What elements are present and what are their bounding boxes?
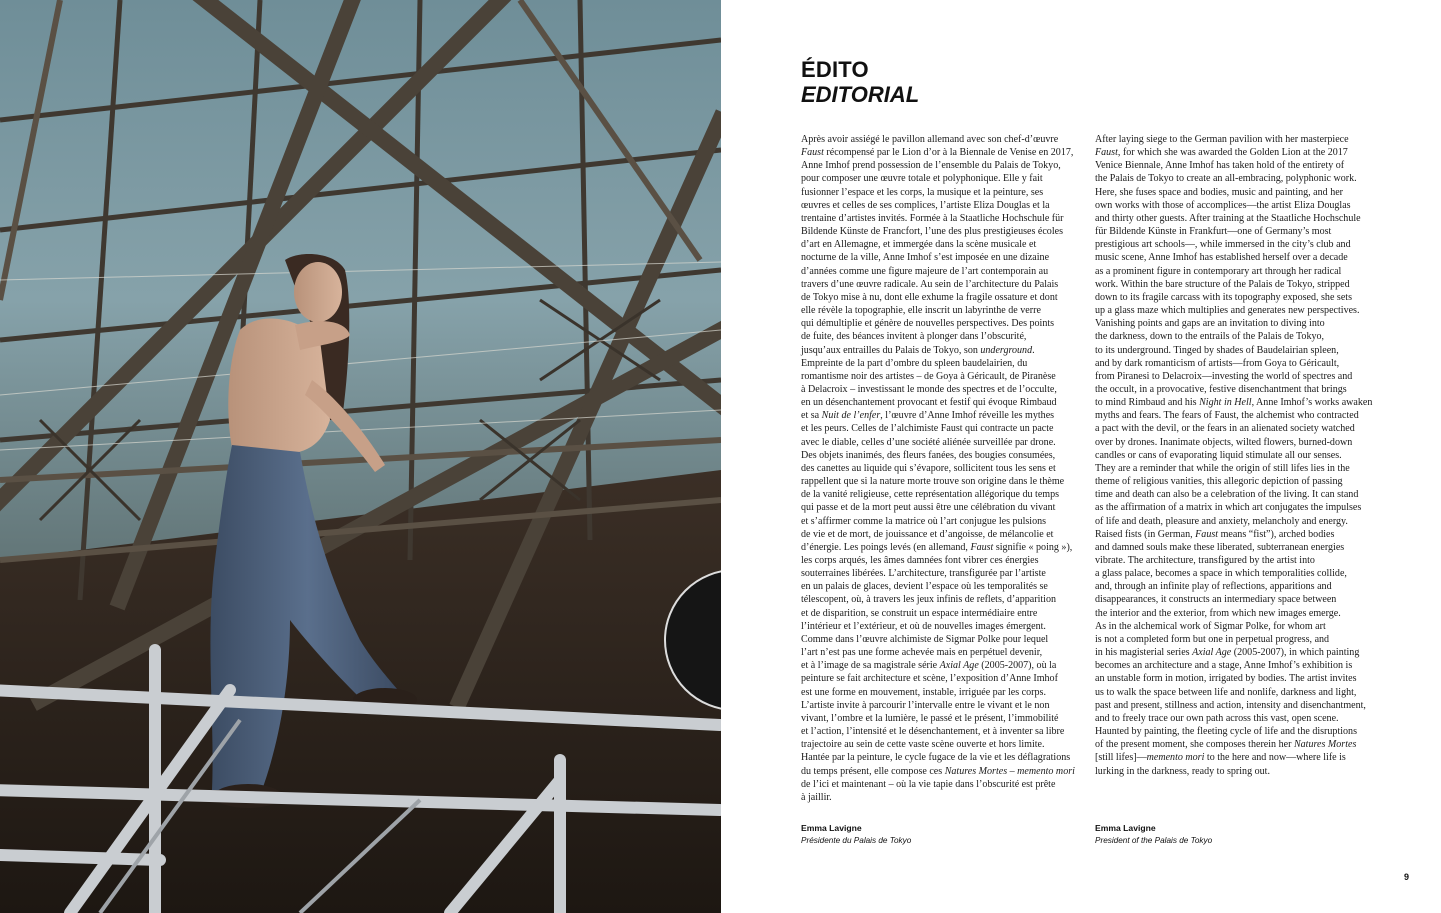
text-line: travers d’une œuvre radicale. Au sein de l’architecture du Palais <box>801 278 1059 290</box>
text-line: avec le diable, celles d’une société aliénée surveillée par drone. <box>801 436 1056 448</box>
text-line: and, through an infinite play of reflections, apparitions and <box>1095 581 1332 593</box>
text-line: to its underground. Tinged by shades of Baudelairian spleen, <box>1095 344 1339 356</box>
text-line: Venice Biennale, Anne Imhof has taken hold of the entirety of <box>1095 160 1345 172</box>
text-line: As in the alchemical work of Sigmar Polke, for whom art <box>1095 620 1326 632</box>
text-line: as a prominent figure in contemporary art through her radical <box>1095 265 1342 277</box>
text-line: de vie et de mort, de jouissance et d’angoisse, de mélancolie et <box>801 528 1054 540</box>
text-line: the Palais de Tokyo to create an all-embracing, polyphonic work. <box>1095 173 1357 185</box>
text-line: l’intérieur et l’extérieur, et où de nouvelles images émergent. <box>801 620 1046 632</box>
text-line: of life and death, pleasure and anxiety, melancholy and energy. <box>1095 515 1348 527</box>
text-line: en un palais de glaces, devient l’espace où les temporalités se <box>801 581 1048 593</box>
text-line: Faust, for which she was awarded the Golden Lion at the 2017 <box>1095 147 1348 159</box>
text-line: disappearances, it constructs an intermediary space between <box>1095 594 1337 606</box>
text-line: the occult, in a provocative, festive disenchantment that brings <box>1095 383 1347 395</box>
text-line: down to its fragile carcass with its topography exposed, she sets <box>1095 291 1352 303</box>
text-line: becomes an architecture and a stage, Anne Imhof’s exhibition is <box>1095 660 1353 672</box>
text-line: romantisme noir des artistes – de Goya à Géricault, de Piranèse <box>801 370 1056 382</box>
text-line: nocturne de la ville, Anne Imhof s’est imposée en une dizaine <box>801 252 1050 264</box>
text-line: les corps arqués, les âmes damnées font vibrer ces énergies <box>801 555 1039 566</box>
signature-french <box>801 822 911 848</box>
text-line: Bildende Künste de Francfort, l’une des plus prestigieuses écoles <box>801 226 1063 238</box>
text-line: and thirty other guests. After training at the Staatliche Hochschule <box>1095 212 1361 224</box>
text-line: rappellent que si la nature morte trouve son origine dans le thème <box>801 476 1065 488</box>
text-line: prestigious art schools—, while immersed in the city’s club and <box>1095 239 1351 251</box>
text-line: souterraines libérées. L’architecture, transfigurée par l’artiste <box>801 568 1046 580</box>
title-french: ÉDITO <box>801 57 869 82</box>
text-line: After laying siege to the German pavilion with her masterpiece <box>1095 134 1349 145</box>
text-line: Anne Imhof prend possession de l’ensemble du Palais de Tokyo, <box>801 160 1061 172</box>
text-line: de la vanité religieuse, cette représentation allégorique du temps <box>801 489 1060 501</box>
text-line: du temps présent, elle compose ces Natures Mortes – memento mori <box>801 765 1075 777</box>
english-text-column <box>1095 133 1385 778</box>
text-line: à Delacroix – investissant le monde des spectres et de l’occulte, <box>801 383 1057 395</box>
text-line: in his magisterial series Axial Age (2005-2007), in which painting <box>1095 647 1360 659</box>
text-line: et de disparition, se construit un espace intermédiaire entre <box>801 607 1038 619</box>
text-line: de Tokyo mise à nu, dont elle exhume la fragile ossature et dont <box>801 291 1058 303</box>
text-line: et l’action, l’intensité et le désenchantement, et à inventer sa libre <box>801 726 1065 738</box>
text-line: is not a completed form but one in perpetual progress, and <box>1095 633 1330 645</box>
text-line: L’artiste invite à parcourir l’intervalle entre le vivant et le non <box>801 699 1050 711</box>
text-line: the darkness, down to the entrails of the Palais de Tokyo, <box>1095 331 1325 343</box>
text-line: over by drones. Inanimate objects, wilted flowers, burned-down <box>1095 436 1353 448</box>
text-line: candles or cans of evaporating liquid stimulate all our senses. <box>1095 449 1342 461</box>
text-line: et à l’image de sa magistrale série Axial Age (2005-2007), où la <box>801 660 1057 672</box>
text-line: et sa Nuit de l’enfer, l’œuvre d’Anne Imhof réveille les mythes <box>801 410 1055 422</box>
text-line: de fuite, des béances invitent à plonger dans l’obscurité, <box>801 331 1027 343</box>
text-line: past and present, stillness and action, intensity and disenchantment, <box>1095 699 1366 711</box>
text-line: peinture se fait architecture et scène, l’exposition d’Anne Imhof <box>801 673 1058 685</box>
text-line: qui démultiplie et génère de nouvelles perspectives. Des points <box>801 318 1055 330</box>
text-line: and to freely trace our own path across this vast, open scene. <box>1095 712 1339 724</box>
editorial-page <box>721 0 1441 913</box>
text-line: to mind Rimbaud and his Night in Hell, Anne Imhof’s works awaken <box>1095 397 1373 409</box>
text-line: l’art n’est pas une forme achevée mais en perpétuel devenir, <box>801 647 1043 659</box>
text-line: and damned souls make these liberated, subterranean energies <box>1095 541 1345 553</box>
text-line: and by dark romanticism of artists—from Goya to Géricault, <box>1095 357 1340 369</box>
title-block <box>801 57 919 107</box>
signature-role: Présidente du Palais de Tokyo <box>801 836 912 845</box>
title-english: EDITORIAL <box>801 82 920 107</box>
text-line: de l’ici et maintenant – où la vie tapie dans l’obscurité est prête <box>801 778 1056 790</box>
text-line: et les peurs. Celles de l’alchimiste Faust qui contracte un pacte <box>801 423 1054 435</box>
page-number: 9 <box>1404 872 1410 882</box>
text-line: Empreinte de la part d’ombre du spleen baudelairien, du <box>801 357 1028 369</box>
text-line: Après avoir assiégé le pavillon allemand avec son chef-d’œuvre <box>801 134 1059 145</box>
text-line: en un désenchantement provocant et festif qui évoque Rimbaud <box>801 397 1057 409</box>
text-line: the interior and the exterior, from which new images emerge. <box>1095 607 1341 619</box>
text-line: Des objets inanimés, des fleurs fanées, des bougies consumées, <box>801 449 1056 461</box>
text-line: Vanishing points and gaps are an invitation to diving into <box>1095 318 1325 330</box>
text-line: theme of religious vanities, this allegoric depiction of passing <box>1095 476 1343 488</box>
text-line: from Piranesi to Delacroix—investing the world of spectres and <box>1095 370 1353 382</box>
text-line: d’énergie. Les poings levés (en allemand, Faust signifie « poing »), <box>801 541 1073 553</box>
signature-english <box>1095 822 1212 848</box>
text-line: pour composer une œuvre totale et polyphonique. Elle y fait <box>801 173 1043 185</box>
text-line: Raised fists (in German, Faust means “fist”), arched bodies <box>1095 528 1335 540</box>
signature-name: Emma Lavigne <box>1095 823 1156 833</box>
text-line: des canettes au liquide qui s’évapore, sollicitent tous les sens et <box>801 462 1056 474</box>
text-line: own works with those of accomplices—the artist Eliza Douglas <box>1095 199 1351 211</box>
text-line: für Bildende Künste in Frankfurt—one of Germany’s most <box>1095 226 1332 238</box>
text-line: a pact with the devil, or the fears in an alienated society watched <box>1095 423 1355 435</box>
text-line: trentaine d’artistes invités. Formée à la Staatliche Hochschule für <box>801 212 1064 224</box>
text-line: Haunted by painting, the fleeting cycle of life and the disruptions <box>1095 726 1357 738</box>
text-line: up a glass maze which multiplies and generates new perspectives. <box>1095 305 1360 317</box>
signature-name: Emma Lavigne <box>801 823 862 833</box>
text-line: est une forme en mouvement, instable, irriguée par les corps. <box>801 686 1046 698</box>
text-line: myths and fears. The fears of Faust, the alchemist who contracted <box>1095 410 1359 422</box>
text-line: d’art en Allemagne, et immergée dans la scène musicale et <box>801 239 1037 251</box>
text-line: télescopent, où, à travers les jeux infinis de reflets, d’apparition <box>801 594 1056 606</box>
text-line: of the present moment, she composes therein her Natures Mortes <box>1095 739 1357 751</box>
text-line: They are a reminder that while the origin of still lifes lies in the <box>1095 462 1350 474</box>
text-line: à jaillir. <box>801 791 832 803</box>
text-line: qui passe et de la mort peut aussi être une célébration du vivant <box>801 502 1056 514</box>
text-line: time and death can also be a celebration of the living. It can stand <box>1095 489 1359 501</box>
text-line: vivant, l’ombre et la lumière, le passé et le présent, l’immobilité <box>801 712 1059 724</box>
text-line: lurking in the darkness, ready to spring out. <box>1095 765 1270 777</box>
text-line: [still lifes]—memento mori to the here and now—where life is <box>1095 752 1346 764</box>
text-line: vibrate. The architecture, transfigured by the artist into <box>1095 555 1315 566</box>
text-line: et s’affirmer comme la matrice où l’art conjugue les pulsions <box>801 515 1047 527</box>
text-line: work. Within the bare structure of the Palais de Tokyo, stripped <box>1095 278 1350 290</box>
text-line: a glass palace, becomes a space in which temporalities collide, <box>1095 568 1347 580</box>
text-line: music scene, Anne Imhof has established herself over a decade <box>1095 252 1348 264</box>
text-line: trajectoire au sein de cette vaste scène ouverte et hors limite. <box>801 739 1045 751</box>
text-line: d’années comme une figure majeure de l’art contemporain au <box>801 265 1049 277</box>
text-line: Hantée par la peinture, le cycle fugace de la vie et les déflagrations <box>801 752 1071 764</box>
text-line: as the affirmation of a matrix in which art conjugates the impulses <box>1095 502 1362 514</box>
text-line: jusqu’aux entrailles du Palais de Tokyo, son underground. <box>801 344 1035 356</box>
text-line: an unstable form in motion, irrigated by bodies. The artist invites <box>1095 673 1357 685</box>
text-line: elle révèle la topographie, elle inscrit un labyrinthe de verre <box>801 305 1041 317</box>
text-line: œuvres et celles de ses complices, l’artiste Eliza Douglas et la <box>801 199 1050 211</box>
text-line: Faust récompensé par le Lion d’or à la Biennale de Venise en 2017, <box>801 147 1074 159</box>
signature-role: President of the Palais de Tokyo <box>1095 836 1213 845</box>
text-line: us to walk the space between life and nonlife, darkness and light, <box>1095 686 1357 698</box>
text-line: Here, she fuses space and bodies, music and painting, and her <box>1095 186 1344 198</box>
text-line: Comme dans l’œuvre alchimiste de Sigmar Polke pour lequel <box>801 633 1049 645</box>
french-text-column <box>801 133 1091 804</box>
text-line: fusionner l’espace et les corps, la musique et la peinture, ses <box>801 186 1044 198</box>
